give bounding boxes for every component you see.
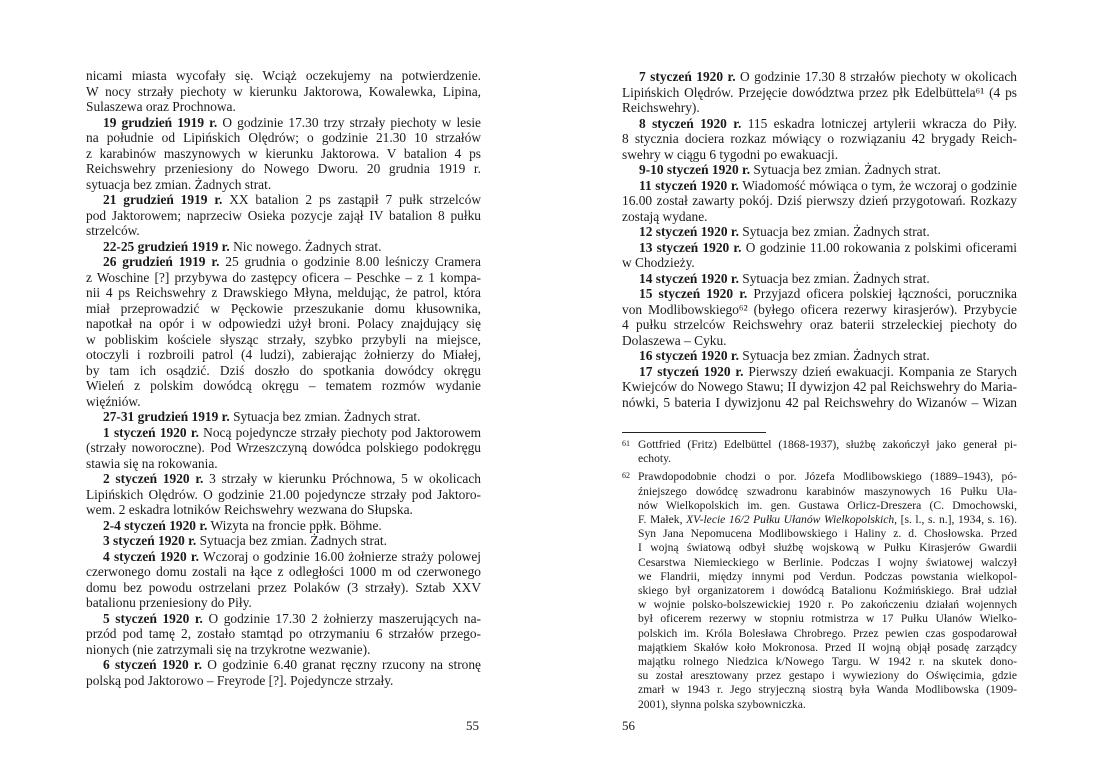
footnote-number: 61	[622, 439, 630, 448]
text-line	[622, 255, 1017, 271]
text-line	[86, 626, 481, 642]
entry-date: 12 styczeń 1920 r.	[639, 224, 739, 239]
entry-text: O godzinie 17.30 8 strzałów piechoty w okolicach	[735, 69, 1017, 84]
entry-text: 4 pułku strzelców Reichswehry oraz baterii strzeleckiej piechoty do	[622, 317, 1017, 332]
entry-text: nionych (nie zatrzymali się na trzykrotne wezwanie).	[86, 641, 371, 657]
entry-text: nicami miasta wycofały się. Wciąż oczekujemy na potwierdzenie.	[86, 68, 481, 83]
entry-text: nii 4 ps Reichswehry z Drawskiego Młyna, meldując, że patrol, która	[86, 285, 481, 300]
footnote-line	[638, 584, 1017, 598]
footnote-text: zmarł w 1943 r. Jego stryjeczną siostrą była Wanda Modlibowska (1909-	[638, 683, 1017, 697]
entry-date: 1 styczeń 1920 r.	[103, 424, 199, 440]
entry-text: XX batalion 2 ps zastąpił 7 pułk strzelców	[222, 192, 481, 207]
entry-text: W nocy strzały piechoty w kierunku Jaktorowa, Kowalewka, Lipina,	[86, 83, 481, 99]
footnote-line	[638, 470, 1017, 484]
entry-text: polską pod Jaktorowo – Freyrode [?]. Pojedyncze strzały.	[86, 672, 394, 688]
entry-date: 26 grudzień 1919 r.	[103, 254, 220, 269]
text-line	[86, 471, 481, 487]
footnote-line	[638, 641, 1017, 655]
footnote-line	[638, 527, 1017, 541]
text-line	[622, 364, 1017, 380]
entry-date: 5 styczeń 1920 r.	[103, 610, 203, 626]
text-line	[86, 146, 481, 162]
text-line	[86, 332, 481, 348]
entry-text: Wczoraj o godzinie 16.00 żołnierze straży polowej	[198, 548, 481, 564]
footnote-text: Cesarstwa Niemieckiego w Berlinie. Podczas I wojny światowej walczył	[638, 555, 1017, 569]
text-line	[622, 193, 1017, 209]
footnote	[622, 438, 1017, 466]
entry-text: Wieleń z polskim dowódcą okręgu – tematem rozmów wydanie	[86, 378, 481, 393]
entry-text: O godzinie 17.30 trzy strzały piechoty w lesie	[217, 114, 481, 130]
footnote-title: XV-lecie 16/2 Pułku Ułanów Wielkopolskich	[686, 513, 895, 527]
entry-text: Wiadomość mówiąca o tym, że wczoraj o godzinie	[738, 177, 1017, 193]
entry-text: swehry w ciągu 6 tygodni po ewakuacji.	[622, 146, 839, 162]
text-line	[86, 657, 481, 673]
text-line	[622, 224, 1017, 240]
text-line	[622, 302, 1017, 318]
text-line	[86, 177, 481, 193]
text-line	[86, 564, 481, 580]
footnote-line	[638, 669, 1017, 683]
entry-date: 13 styczeń 1920 r.	[639, 239, 742, 255]
entry-text: wem. 2 eskadra lotników Reichswehry wezwana do Słupska.	[86, 502, 413, 517]
entry-date: 15 styczeń 1920 r.	[639, 286, 748, 301]
entry-text: 16.00 został zawarty pokój. Dziś pierwszy dzień przygotowań. Rozkazy	[622, 193, 1017, 208]
entry-text: 115 eskadra lotniczej artylerii wkracza do Piły.	[741, 115, 1017, 131]
entry-text: Sytuacja bez zmian. Żadnych strat.	[196, 533, 387, 548]
entry-date: 11 styczeń 1920 r.	[639, 177, 739, 193]
entry-date: 16 styczeń 1920 r.	[639, 348, 739, 363]
text-line	[86, 270, 481, 286]
text-line	[86, 642, 481, 658]
text-line	[86, 611, 481, 627]
footnote-number: 62	[622, 471, 630, 481]
entry-text: Sytuacja bez zmian. Żadnych strat.	[738, 348, 930, 363]
entry-text: nówki, 5 bateria I dywizjonu 42 pal Reichswehry do Wizanów – Wizan	[622, 394, 1017, 410]
text-line	[622, 317, 1017, 333]
footnote-text: był oficerem rezerwy w stopniu rotmistrza w 17 Pułku Ułanów Wielko-	[638, 612, 1017, 626]
text-line	[86, 316, 481, 332]
footnote-text: polskich im. Króla Bolesława Chrobrego. Przez pewien czas gospodarował	[638, 626, 1017, 640]
entry-text: Sytuacja bez zmian. Żadnych strat.	[738, 270, 930, 286]
text-line	[622, 348, 1017, 364]
entry-text: 8 stycznia dociera rozkaz mówiący o rozwiązaniu 42 brygady Reich-	[622, 131, 1017, 146]
entry-date: 7 styczeń 1920 r.	[639, 69, 736, 84]
entry-text: Dolaszewa – Cyku.	[622, 332, 727, 348]
text-line	[622, 147, 1017, 163]
entry-text: czerwonego domu zostali na łące z odległości 1000 m od czerwonego	[86, 564, 481, 579]
entry-date: 19 grudzień 1919 r.	[103, 114, 218, 130]
text-line	[86, 425, 481, 441]
text-line	[86, 502, 481, 518]
entry-text: domu bez powodu ostrzelani przez Polaków (3 strzały). Sztab XXV	[86, 579, 481, 595]
entry-text: Sytuacja bez zmian. Żadnych strat.	[738, 224, 930, 239]
entry-text: Sytuacja bez zmian. Żadnych strat.	[229, 409, 421, 424]
text-line	[622, 209, 1017, 225]
entry-text: Sytuacja bez zmian. Żadnych strat.	[750, 162, 941, 177]
footnote-separator	[622, 432, 766, 433]
footnote-line	[638, 541, 1017, 555]
text-line	[86, 254, 481, 270]
footnote-text: echoty.	[638, 452, 672, 466]
entry-text: Lipińskich Olędrów. O godzinie 21.00 pojedyncze strzały pod Jaktoro-	[86, 486, 481, 502]
text-line	[622, 100, 1017, 116]
entry-text: sytuacja bez zmian. Żadnych strat.	[86, 176, 272, 192]
text-line	[86, 440, 481, 456]
footnote-line	[638, 655, 1017, 669]
text-line	[622, 240, 1017, 256]
text-line	[86, 347, 481, 363]
text-line	[86, 130, 481, 146]
entry-text: Sulaszewa oraz Prochnowa.	[86, 99, 236, 114]
entry-text: z Woschine [?] przybywa do zastępcy oficera – Peschke – z 1 kompa-	[86, 269, 481, 285]
entry-text: miał przeprowadzić w Pęckowie przeszukanie domu kłusownika,	[86, 300, 481, 316]
left-page-number: 55	[466, 718, 479, 733]
text-line	[86, 595, 481, 611]
entry-text: Nic nowego. Żadnych strat.	[229, 238, 382, 254]
text-line	[622, 131, 1017, 147]
entry-text: Kwiejców do Nowego Stawu; II dywizjon 42 pal Reichswehry do Maria-	[622, 379, 1017, 394]
footnote-line	[638, 485, 1017, 499]
entry-text: otoczyli i rozbroili patrol (4 ludzi), zabierając żołnierzy do Miałej,	[86, 347, 481, 362]
text-line	[86, 549, 481, 565]
entry-text: Reichswehry).	[622, 100, 700, 115]
footnote-text: , [s. l., s. n.], 1934, s. 16).	[894, 513, 1017, 527]
right-page-number: 56	[622, 718, 635, 733]
footnote-line	[638, 698, 1017, 712]
text-line	[86, 239, 481, 255]
footnote-text: I wojną światową odbył służbę wojskową w Pułku Kirasjerów Gwardii	[638, 541, 1017, 555]
entry-date: 27-31 grudzień 1919 r.	[103, 409, 230, 424]
entry-text: Przyjazd oficera polskiej łączności, porucznika	[747, 286, 1017, 301]
footnote-line	[638, 598, 1017, 612]
text-line	[86, 487, 481, 503]
italic-wrapper	[686, 513, 894, 526]
footnote-line	[638, 513, 1017, 527]
text-line	[622, 69, 1017, 85]
left-page	[86, 0, 481, 780]
entry-date: 14 styczeń 1920 r.	[639, 270, 739, 286]
text-line	[86, 223, 481, 239]
entry-text: 25 grudnia o godzinie 8.00 leśniczy Cramera	[219, 254, 481, 269]
footnote-line	[638, 570, 1017, 584]
footnote-text: su został aresztowany przez gestapo i wywieziony do Oświęcimia, gdzie	[638, 669, 1017, 683]
entry-text: napotkał na opór i w odpowiedzi użył broni. Polacy znajdujący się	[86, 316, 481, 331]
text-line	[622, 333, 1017, 349]
text-line	[86, 84, 481, 100]
entry-text: stawia się na rokowania.	[86, 455, 218, 471]
footnote-text: skiego był organizatorem i dowódcą Batalionu Koźmińskiego. Brał udział	[638, 584, 1017, 598]
text-line	[86, 518, 481, 534]
text-line	[86, 394, 481, 410]
entry-text: von Modlibowskiego⁶² (byłego oficera rezerwy kirasjerów). Przybycie	[622, 301, 1017, 317]
footnote-line	[638, 438, 1017, 452]
text-line	[86, 456, 481, 472]
footnote	[622, 470, 1017, 711]
footnote-text: nów Wielkopolskich im. gen. Gustawa Orlicz-Dreszera (C. Dmochowski,	[638, 498, 1017, 512]
entry-text: O godzinie 17.30 2 żołnierzy maszerujących na-	[202, 610, 481, 626]
text-line	[86, 673, 481, 689]
footnote-text: majątkiem Skałów koło Mokronosa. Przed II wojną objął posadę zarządcy	[638, 640, 1017, 654]
entry-date: 2-4 styczeń 1920 r.	[103, 517, 208, 533]
entry-date: 21 grudzień 1919 r.	[103, 192, 223, 207]
footnote-text: w wojnie polsko-bolszewickiej 1920 r. Po zakończeniu działań wojennych	[638, 598, 1017, 612]
footnote-text: źniejszego dowódcę szwadronu karabinów maszynowych 16 Pułku Uła-	[638, 484, 1017, 498]
text-line	[86, 580, 481, 596]
entry-text: Pierwszy dzień ewakuacji. Kompania ze Starych	[743, 363, 1018, 379]
entry-text: batalionu przeniesiony do Piły.	[86, 595, 252, 610]
footnote-line	[638, 452, 1017, 466]
text-line	[86, 115, 481, 131]
entry-text: Nocą pojedyncze strzały piechoty pod Jaktorowem	[198, 424, 481, 440]
text-line	[622, 286, 1017, 302]
entry-date: 8 styczeń 1920 r.	[639, 115, 742, 131]
entry-date: 2 styczeń 1920 r.	[103, 471, 204, 486]
text-line	[622, 162, 1017, 178]
text-line	[86, 363, 481, 379]
entry-text: by tam ich osądzić. Dziś doszło do spotkania dowódcy okręgu	[86, 362, 481, 378]
entry-text: Reichswehry przeniesiony do Nowego Dworu. 20 grudnia 1919 r.	[86, 161, 481, 176]
text-line	[622, 116, 1017, 132]
footnote-line	[638, 683, 1017, 697]
entry-date: 6 styczeń 1920 r.	[103, 657, 202, 672]
entry-text: O godzinie 11.00 rokowania z polskimi oficerami	[741, 239, 1017, 255]
footnote-line	[638, 627, 1017, 641]
text-line	[622, 271, 1017, 287]
text-line	[86, 533, 481, 549]
entry-text: Wizyta na froncie ppłk. Böhme.	[207, 517, 382, 533]
entry-date: 22-25 grudzień 1919 r.	[103, 238, 230, 254]
footnote-text: majątku rolnego Niedzica k/Nowego Targu. W 1942 r. na skutek dono-	[638, 655, 1017, 669]
entry-date: 17 styczeń 1920 r.	[639, 363, 744, 379]
footnote-line	[638, 556, 1017, 570]
entry-text: w pobliskim kościele słysząc strzały, szybko przybyli na miejsce,	[86, 331, 481, 347]
left-page-text	[86, 68, 481, 688]
text-line	[86, 99, 481, 115]
text-line	[86, 409, 481, 425]
footnote-line	[638, 499, 1017, 513]
footnote-text: we Flandrii, między innymi pod Verdun. Podczas powstania wielkopol-	[638, 569, 1017, 583]
entry-text: Lipińskich Olędrów. Przejęcie dowództwa przez płk Edelbüttela⁶¹ (4 ps	[622, 84, 1017, 100]
entry-text: 3 strzały w kierunku Próchnowa, 5 w okolicach	[203, 471, 481, 486]
text-line	[86, 301, 481, 317]
right-page	[622, 0, 1017, 780]
text-line	[86, 192, 481, 208]
footnote-text: Gottfried (Fritz) Edelbüttel (1868-1937), służbę zakończył jako generał pi-	[638, 438, 1017, 451]
text-line	[622, 395, 1017, 411]
text-line	[86, 285, 481, 301]
entry-date: 3 styczeń 1920 r.	[103, 533, 197, 548]
text-line	[86, 208, 481, 224]
entry-text: O godzinie 6.40 granat ręczny rzucony na stronę	[202, 657, 481, 672]
entry-text: więźniów.	[86, 393, 141, 409]
entry-text: z karabinów maszynowych w kierunku Jaktorowa. V batalion 4 ps	[86, 145, 481, 161]
text-line	[86, 68, 481, 84]
entry-date: 9-10 styczeń 1920 r.	[639, 162, 751, 177]
text-line	[622, 85, 1017, 101]
footnote-line	[638, 612, 1017, 626]
entry-text: strzelców.	[86, 223, 140, 238]
text-line	[86, 161, 481, 177]
entry-text: w Chodzieży.	[622, 255, 695, 270]
footnote-text: F. Małek,	[638, 513, 687, 527]
text-line	[622, 379, 1017, 395]
footnote-text: 2001), słynna polska szybowniczka.	[638, 697, 806, 711]
footnotes	[622, 438, 1017, 712]
entry-date: 4 styczeń 1920 r.	[103, 548, 199, 564]
footnote-text: Syn Jana Nepomucena Modlibowskiego i Haliny z. d. Chosłowska. Przed	[638, 527, 1017, 541]
text-line	[622, 178, 1017, 194]
entry-text: na południe od Lipińskich Olędrów; o godzinie 21.30 10 strzałów	[86, 130, 481, 145]
right-page-text	[622, 69, 1017, 410]
text-line	[86, 378, 481, 394]
footnote-text: Prawdopodobnie chodzi o por. Józefa Modlibowskiego (1889–1943), pó-	[638, 470, 1017, 484]
entry-text: (strzały noworoczne). Pod Wrzeszczyną dowódca polskiego podokręgu	[86, 440, 481, 455]
entry-text: zostają wydane.	[622, 208, 708, 224]
entry-text: pod Jaktorowem; naprzeciw Osieka pozycje zajął IV batalion 8 pułku	[86, 207, 481, 223]
entry-text: przód pod tamę 2, zostało stamtąd po otrzymaniu 6 strzałów przego-	[86, 626, 481, 641]
